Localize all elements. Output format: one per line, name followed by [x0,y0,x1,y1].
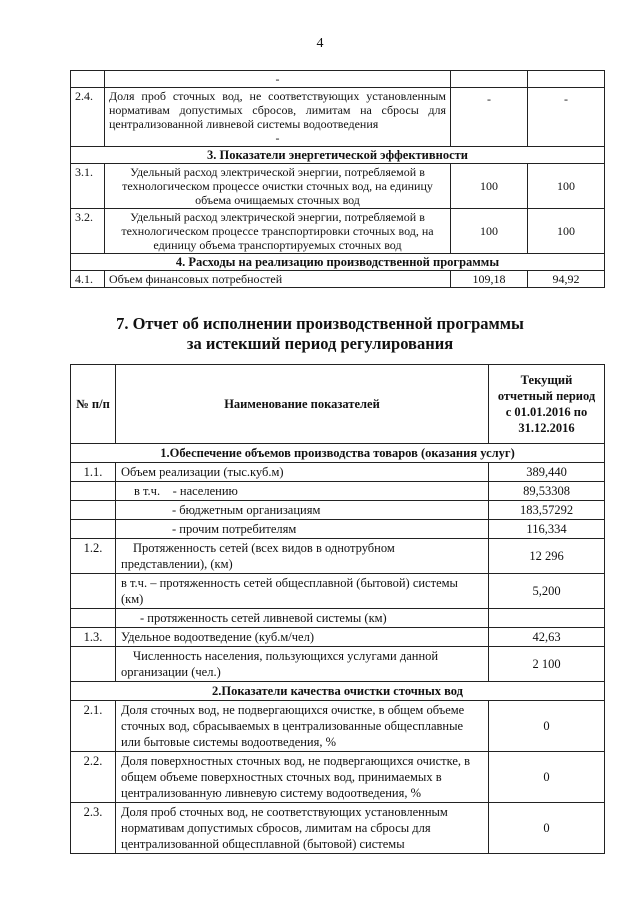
table-row [71,803,605,854]
row-number: 2.1. [71,701,116,752]
table-row [71,574,605,609]
table-row [71,271,605,288]
report-table [70,364,604,854]
value-cell: 183,57292 [489,501,605,520]
table-row [71,701,605,752]
dash-cell: - [105,71,451,88]
header-name: Наименование показателей [116,365,489,444]
value-cell: 0 [489,752,605,803]
table-header-row [71,365,605,444]
indicator-text: - протяженность сетей ливневой системы (км) [116,609,489,628]
value-cell [489,609,605,628]
section-title: 4. Расходы на реализацию производственной программы [71,254,605,271]
indicator-text: Доля сточных вод, не подвергающихся очистке, в общем объеме сточных вод, сбрасываемых в централизованные общесплавные или бытовые системы водоотведения, % [116,701,489,752]
report-heading [0,314,640,354]
table-row [71,628,605,647]
indicator-text: Доля поверхностных сточных вод, не подвергающихся очистке, в общем объеме поверхностных сточных вод, принимаемых в централизованную ливневую систему водоотведения, % [116,752,489,803]
row-number: 4.1. [71,271,105,288]
heading-line-2: за истекший период регулирования [186,334,454,353]
row-number: 2.2. [71,752,116,803]
table-row [71,539,605,574]
row-number: 3.2. [71,209,105,254]
value-cell: 116,334 [489,520,605,539]
table-row [71,88,605,147]
indicator-text: Доля проб сточных вод, не соответствующих установленным нормативам допустимых сбросов, лимитам на сбросы для централизованной общесплавной (бытовой) системы [116,803,489,854]
indicator-text: - бюджетным организациям [116,501,489,520]
section-title: 3. Показатели энергетической эффективности [71,147,605,164]
page-number: 4 [316,36,324,51]
heading-line-1: 7. Отчет об исполнении производственной программы [116,314,524,333]
indicator-text: Объем реализации (тыс.куб.м) [116,463,489,482]
value-cell: 94,92 [528,271,605,288]
table-row [71,71,605,88]
table-row [71,647,605,682]
value-cell: 100 [451,164,528,209]
row-number: 2.4. [71,88,105,147]
table-row [71,501,605,520]
value-cell: 2 100 [489,647,605,682]
indicator-text: Удельный расход электрической энергии, потребляемой в технологическом процессе очистки сточных вод, на единицу объема очищаемых сточных вод [105,164,451,209]
table-row [71,164,605,209]
indicator-text: - прочим потребителям [116,520,489,539]
row-number: 1.2. [71,539,116,574]
value-cell: 389,440 [489,463,605,482]
value-cell: 100 [528,209,605,254]
value-cell: - [451,88,528,147]
value-cell: - [528,88,605,147]
value-cell: 100 [528,164,605,209]
row-number: 1.3. [71,628,116,647]
section-row [71,254,605,271]
table-row [71,752,605,803]
row-number: 3.1. [71,164,105,209]
table-row [71,209,605,254]
indicator-text: в т.ч. – протяженность сетей общесплавной (бытовой) системы (км) [116,574,489,609]
value-cell: 0 [489,803,605,854]
value-cell: 5,200 [489,574,605,609]
indicator-text: Удельный расход электрической энергии, потребляемой в технологическом процессе транспортировки сточных вод, на единицу объема транспортируемых сточных вод [105,209,451,254]
section-row [71,682,605,701]
value-cell: 42,63 [489,628,605,647]
row-number: 1.1. [71,463,116,482]
header-period: Текущий отчетный период с 01.01.2016 по 31.12.2016 [489,365,605,444]
section-row [71,147,605,164]
top-indicators-table [70,70,604,288]
row-number: 2.3. [71,803,116,854]
value-cell: 109,18 [451,271,528,288]
section-row [71,444,605,463]
indicator-text: Численность населения, пользующихся услугами данной организации (чел.) [116,647,489,682]
indicator-text: в т.ч. - населению [116,482,489,501]
table-row [71,463,605,482]
value-cell: 12 296 [489,539,605,574]
indicator-text: Доля проб сточных вод, не соответствующих установленным нормативам допустимых сбросов, лимитам на сбросы для централизованной ливневой системы водоотведения [109,89,446,131]
indicator-text: Объем финансовых потребностей [105,271,451,288]
value-cell: 0 [489,701,605,752]
value-cell: 100 [451,209,528,254]
section-title: 1.Обеспечение объемов производства товаров (оказания услуг) [71,444,605,463]
table-row [71,482,605,501]
table-row [71,609,605,628]
dash-cell: - [275,131,280,145]
indicator-text: Удельное водоотведение (куб.м/чел) [116,628,489,647]
header-number: № п/п [71,365,116,444]
indicator-text: Протяженность сетей (всех видов в однотрубном представлении), (км) [116,539,489,574]
section-title: 2.Показатели качества очистки сточных вод [71,682,605,701]
table-row [71,520,605,539]
value-cell: 89,53308 [489,482,605,501]
